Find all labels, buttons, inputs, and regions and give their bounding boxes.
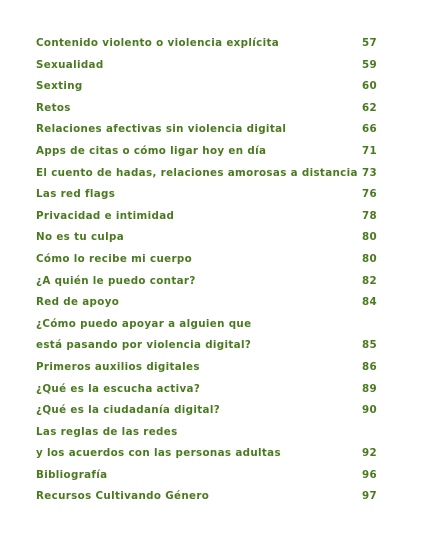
toc-entry[interactable] [36,422,386,444]
toc-entry-page: 89 [362,382,378,395]
toc-entry[interactable] [36,184,386,206]
toc-entry-title: ¿Qué es la escucha activa? [36,382,201,395]
toc-entry[interactable] [36,379,386,401]
toc-entry-page: 57 [362,37,378,49]
toc-entry[interactable] [36,141,386,163]
toc-entry-page: 92 [362,447,378,460]
toc-entry-page: 66 [362,123,378,136]
toc-entry-page: 76 [362,188,378,201]
toc-entry-title: ¿A quién le puedo contar? [36,274,196,287]
toc-entry[interactable] [36,271,386,293]
toc-entry[interactable] [36,163,386,185]
toc-entry-title: Apps de citas o cómo ligar hoy en día [36,144,267,157]
toc-entry[interactable] [36,443,386,465]
toc-entry-title: Relaciones afectivas sin violencia digital [36,123,287,136]
toc-entry-title: Sexting [36,80,83,93]
toc-entry[interactable] [36,98,386,120]
table-of-contents [36,33,386,508]
toc-entry-title: y los acuerdos con las personas adultas [36,447,281,460]
toc-entry-title: ¿Qué es la ciudadanía digital? [36,404,221,417]
toc-entry-page: 71 [362,144,378,157]
toc-entry-page: 90 [362,404,378,417]
toc-entry-page: 80 [362,252,378,265]
toc-entry-title: Sexualidad [36,58,104,71]
toc-entry-title: Bibliografía [36,468,108,481]
toc-entry-page: 86 [362,360,378,373]
toc-entry-page: 97 [362,490,378,503]
toc-entry-title: Primeros auxilios digitales [36,360,200,373]
toc-entry-title: Red de apoyo [36,296,120,309]
toc-entry-title: Las red flags [36,188,116,201]
toc-entry[interactable] [36,33,386,55]
toc-entry[interactable] [36,206,386,228]
toc-entry-page: 73 [362,166,378,179]
toc-entry[interactable] [36,314,386,336]
toc-entry[interactable] [36,119,386,141]
toc-entry[interactable] [36,400,386,422]
toc-entry-title: Contenido violento o violencia explícita [36,37,280,49]
toc-entry-page: 59 [362,58,378,71]
toc-entry-page: 96 [362,468,378,481]
toc-entry[interactable] [36,55,386,77]
toc-entry-page: 62 [362,101,378,114]
toc-entry[interactable] [36,76,386,98]
toc-entry-title: Recursos Cultivando Género [36,490,210,503]
toc-entry-page: 85 [362,339,378,352]
toc-entry-title: No es tu culpa [36,231,124,244]
toc-entry-title: Las reglas de las redes [36,425,178,438]
toc-entry-page: 82 [362,274,378,287]
toc-entry-title: ¿Cómo puedo apoyar a alguien que [36,317,252,330]
toc-entry[interactable] [36,486,386,508]
toc-entry-page: 60 [362,80,378,93]
toc-entry[interactable] [36,357,386,379]
toc-entry-page: 84 [362,296,378,309]
toc-entry-page: 80 [362,231,378,244]
toc-entry-title: El cuento de hadas, relaciones amorosas a distancia [36,166,358,179]
toc-entry[interactable] [36,335,386,357]
toc-entry-page: 78 [362,209,378,222]
toc-entry-title: Privacidad e intimidad [36,209,175,222]
toc-entry[interactable] [36,227,386,249]
toc-entry[interactable] [36,292,386,314]
toc-entry[interactable] [36,465,386,487]
toc-entry-title: Cómo lo recibe mi cuerpo [36,252,193,265]
toc-entry-title: está pasando por violencia digital? [36,339,252,352]
toc-entry[interactable] [36,249,386,271]
toc-entry-title: Retos [36,101,71,114]
